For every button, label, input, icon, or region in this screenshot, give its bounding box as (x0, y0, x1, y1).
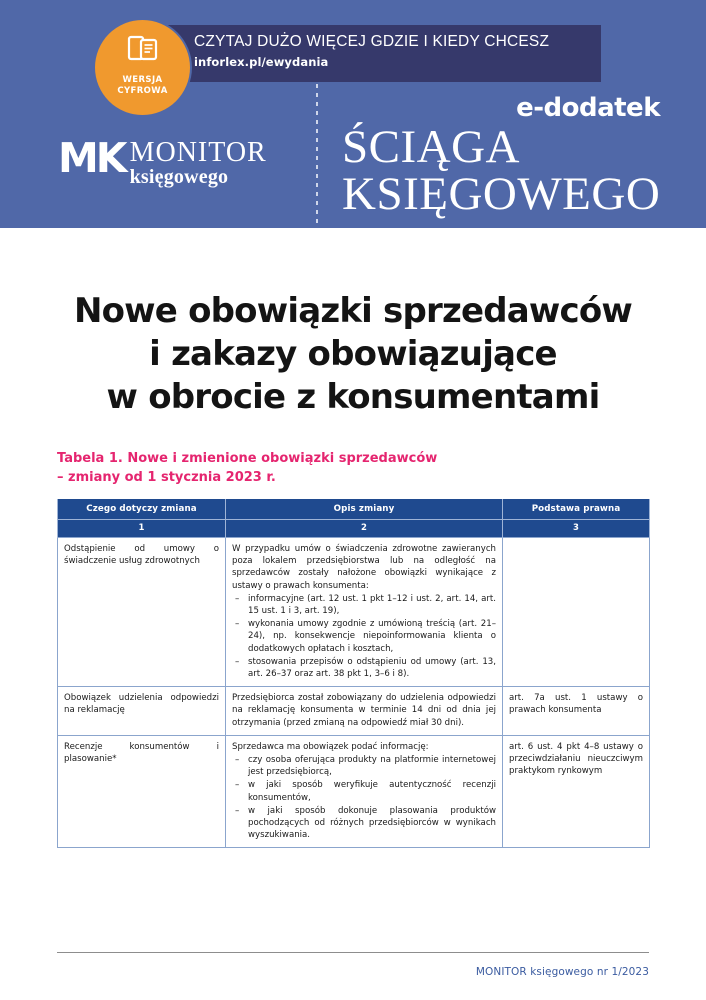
obligations-table (57, 499, 650, 848)
page-title (30, 290, 676, 419)
promo-headline: CZYTAJ DUŻO WIĘCEJ GDZIE I KIEDY CHCESZ (194, 33, 550, 50)
table-row (58, 687, 650, 736)
page-title-line2: i zakazy obowiązujące (149, 334, 557, 374)
badge-label-line1: WERSJA (122, 75, 163, 85)
supplement-label: e-dodatek (516, 93, 660, 123)
list-item: – w jaki sposób weryfikuje autentyczność recenzji konsumentów, (232, 779, 496, 803)
table-row (58, 538, 650, 687)
table-body (58, 538, 650, 848)
column-number-3: 3 (503, 520, 650, 538)
masthead (0, 0, 706, 228)
cell-description (226, 687, 503, 736)
logo-mark-mk: MK (58, 134, 125, 182)
tablet-reader-icon (126, 33, 160, 72)
table-container (57, 499, 649, 848)
footer-issue-label: MONITOR księgowego nr 1/2023 (475, 966, 649, 978)
cell-description (226, 538, 503, 687)
description-intro: W przypadku umów o świadczenia zdrowotne zawieranych poza lokalem przedsiębiorstwa lub na odległość na sprzedawców zostały nałożone obowiązki wynikające z ustawy o prawach konsumenta: (232, 544, 496, 591)
table-caption (57, 449, 706, 487)
promo-url: inforlex.pl/ewydania (194, 55, 329, 69)
cell-description (226, 735, 503, 848)
digital-version-badge (95, 20, 190, 115)
list-item: – wykonania umowy zgodnie z umówioną treścią (art. 21–24), np. konsekwencje niepoinformowania klienta o dodatkowych opłatach i kosztach, (232, 618, 496, 655)
logo-wordmark (130, 139, 267, 188)
description-bullet-list (232, 754, 496, 841)
page-title-line3: w obrocie z konsumentami (106, 377, 600, 417)
cell-legal-basis: art. 7a ust. 1 ustawy o prawach konsumenta (503, 687, 650, 736)
cell-subject: Odstąpienie od umowy o świadczenie usług zdrowotnych (58, 538, 226, 687)
description-intro: Przedsiębiorca został zobowiązany do udzielenia odpowiedzi na reklamację konsumenta w terminie 14 dni od dnia jej otrzymania (przed zmianą na odpowiedź miał 30 dni). (232, 693, 496, 728)
column-number-2: 2 (226, 520, 503, 538)
column-number-1: 1 (58, 520, 226, 538)
cell-subject: Obowiązek udzielenia odpowiedzi na reklamację (58, 687, 226, 736)
table-caption-line1: Tabela 1. Nowe i zmienione obowiązki sprzedawców (57, 451, 438, 466)
brand-title-line2: KSIĘGOWEGO (342, 168, 661, 220)
list-item: – czy osoba oferująca produkty na platformie internetowej jest przedsiębiorcą, (232, 754, 496, 778)
vertical-dotted-divider (316, 84, 318, 228)
description-intro: Sprzedawca ma obowiązek podać informację: (232, 741, 429, 752)
column-header-legal-basis: Podstawa prawna (503, 499, 650, 520)
badge-label (95, 75, 190, 97)
footer-divider (57, 952, 649, 953)
cell-legal-basis (503, 538, 650, 687)
monitor-ksiegowego-logo (58, 134, 267, 188)
table-header-row (58, 499, 650, 520)
brand-title-line1: ŚCIĄGA (342, 121, 520, 173)
list-item: – w jaki sposób dokonuje plasowania produktów pochodzących od różnych przedsiębiorców w wynikach wyszukiwania. (232, 805, 496, 842)
column-header-description: Opis zmiany (226, 499, 503, 520)
table-caption-line2: – zmiany od 1 stycznia 2023 r. (57, 470, 276, 485)
table-row (58, 735, 650, 848)
list-item: – informacyjne (art. 12 ust. 1 pkt 1–12 i ust. 2, art. 14, art. 15 ust. 1 i 3, art. 19), (232, 593, 496, 617)
logo-word-monitor: MONITOR (129, 137, 267, 168)
list-item: – stosowania przepisów o odstąpieniu od umowy (art. 13, art. 26–37 oraz art. 38 pkt 1, 3–6 i 8). (232, 656, 496, 680)
badge-label-line2: CYFROWA (117, 86, 168, 96)
table-column-number-row (58, 520, 650, 538)
cell-subject: Recenzje konsumentów i plasowanie* (58, 735, 226, 848)
promo-banner (146, 25, 601, 82)
description-bullet-list (232, 593, 496, 680)
cell-legal-basis: art. 6 ust. 4 pkt 4–8 ustawy o przeciwdziałaniu nieuczciwym praktykom rynkowym (503, 735, 650, 848)
logo-word-ksiegowego: księgowego (129, 166, 229, 188)
column-header-subject: Czego dotyczy zmiana (58, 499, 226, 520)
page-title-line1: Nowe obowiązki sprzedawców (73, 291, 633, 331)
